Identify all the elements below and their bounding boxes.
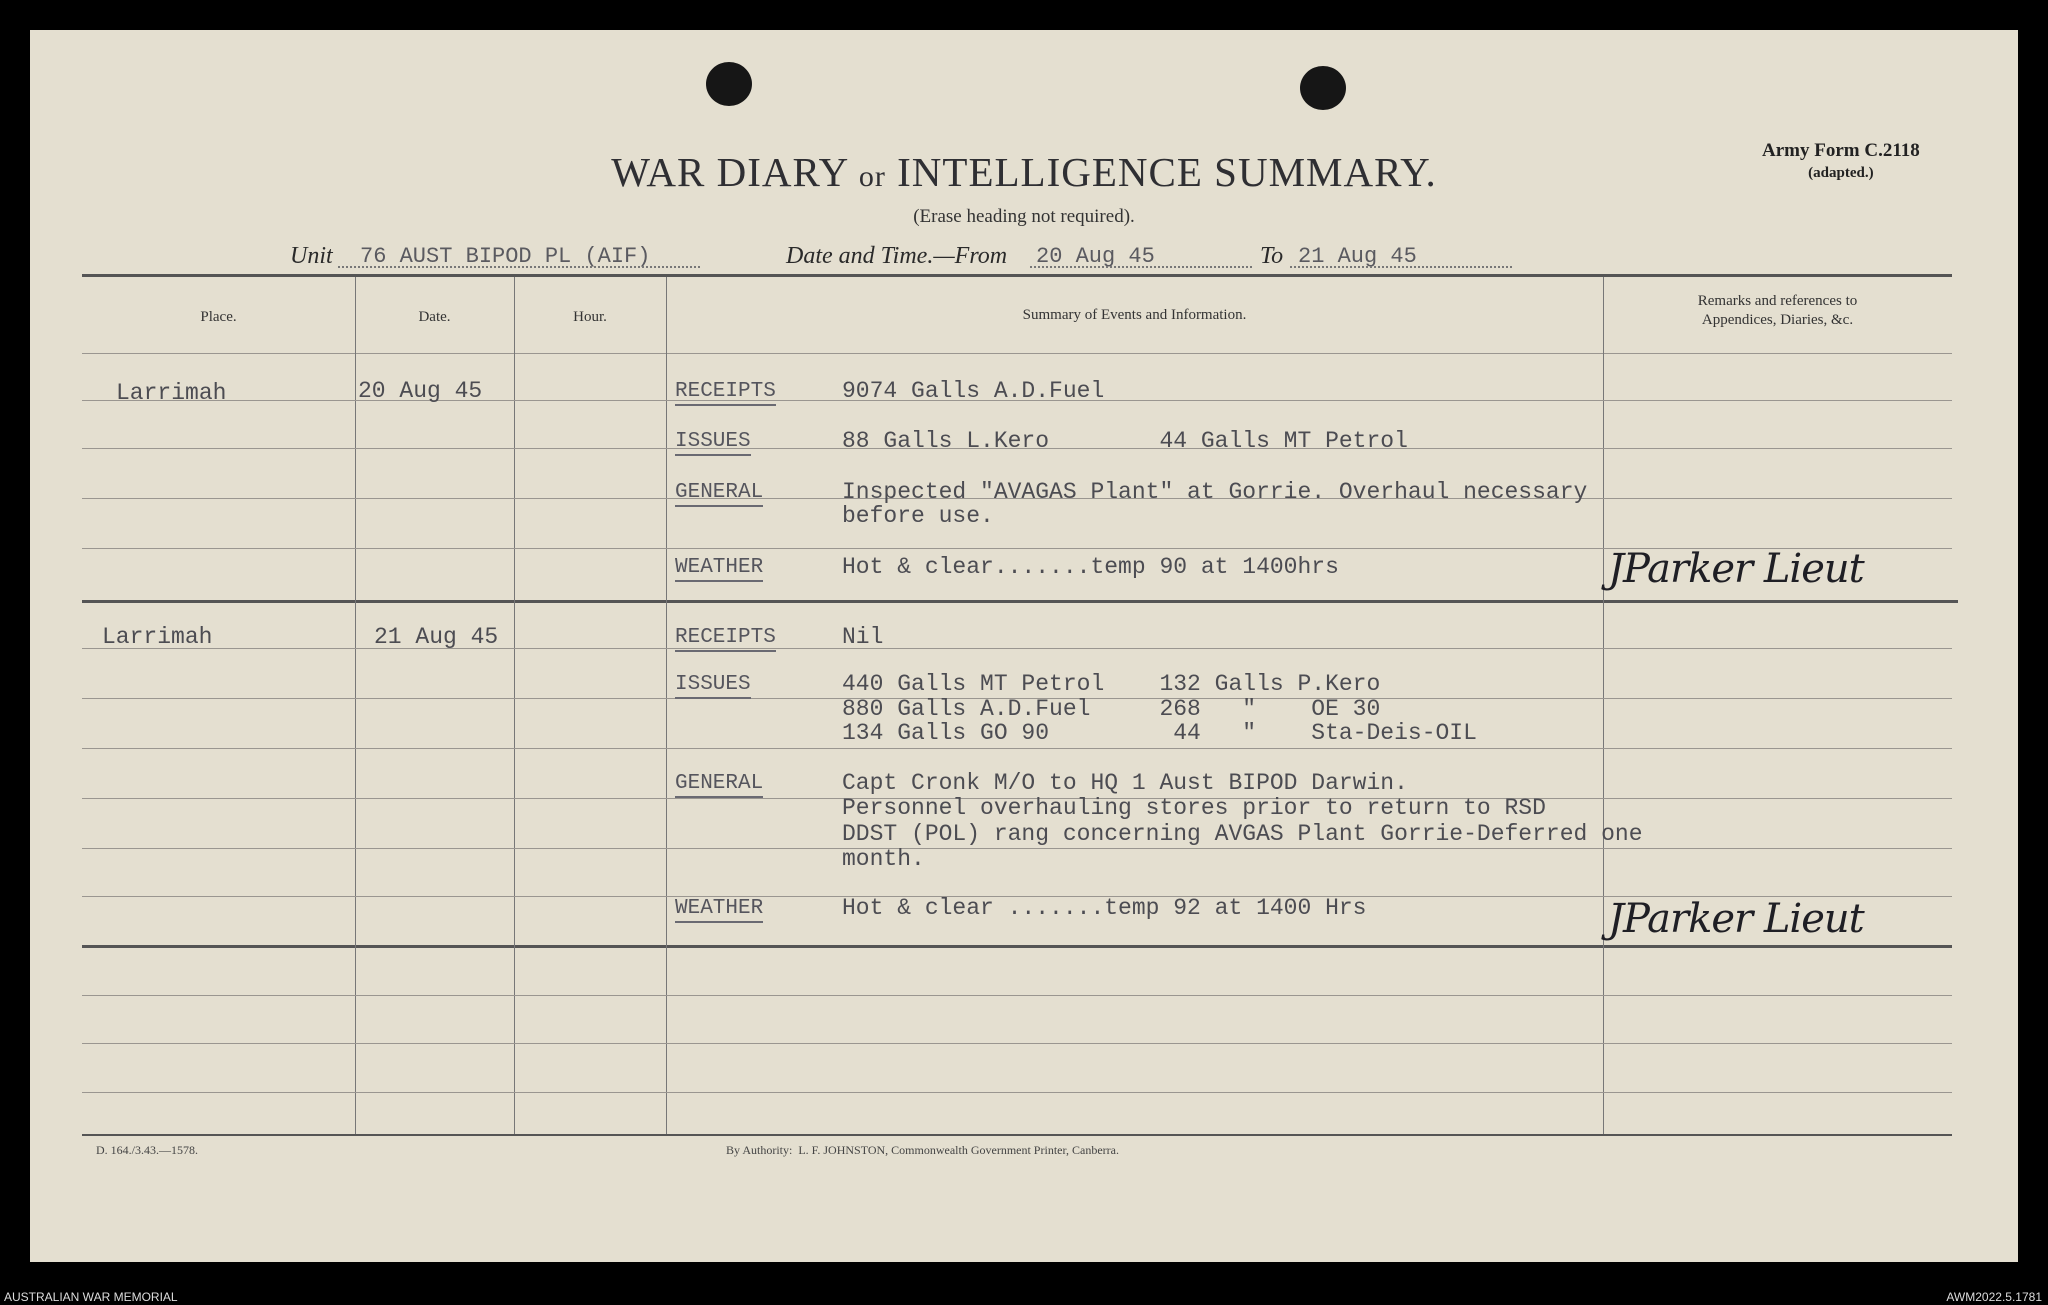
receipts-label: RECEIPTS xyxy=(675,626,776,652)
entry-date: 21 Aug 45 xyxy=(374,624,499,650)
table-bottom-rule xyxy=(82,1134,1952,1136)
col-header-summary: Summary of Events and Information. xyxy=(1022,307,1247,323)
receipts-text: 9074 Galls A.D.Fuel xyxy=(842,378,1105,404)
weather-label: WEATHER xyxy=(675,556,763,582)
archive-reference: AWM2022.5.1781 xyxy=(1946,1290,2042,1304)
title-part-2: INTELLIGENCE SUMMARY. xyxy=(897,149,1437,195)
col-header-remarks xyxy=(1603,292,1952,330)
army-form-number: Army Form C.2118 xyxy=(1762,140,1920,161)
general-line: Personnel overhauling stores prior to return to RSD xyxy=(842,795,1546,821)
unit-label: Unit xyxy=(290,243,333,269)
issues-label: ISSUES xyxy=(675,430,751,456)
ruled-line xyxy=(82,648,1952,649)
remarks-header-line-1: Remarks and references to xyxy=(1697,293,1858,309)
page-title xyxy=(0,148,2048,196)
punch-hole-right xyxy=(1300,66,1346,110)
punch-hole-left xyxy=(706,62,752,106)
general-line: Capt Cronk M/O to HQ 1 Aust BIPOD Darwin. xyxy=(842,770,1408,796)
signature: JParker Lieut xyxy=(1608,896,1864,942)
army-form-sub: (adapted.) xyxy=(1808,165,1874,181)
col-divider-date xyxy=(514,277,515,1134)
issues-line: 88 Galls L.Kero 44 Galls MT Petrol xyxy=(842,428,1408,454)
form-print-code: D. 164./3.43.—1578. xyxy=(96,1143,198,1157)
army-form-label xyxy=(1762,140,1920,184)
from-dotted-line xyxy=(1030,266,1252,268)
issues-line: 880 Galls A.D.Fuel 268 " OE 30 xyxy=(842,696,1381,722)
archive-caption: AUSTRALIAN WAR MEMORIAL xyxy=(4,1290,178,1304)
issues-label: ISSUES xyxy=(675,673,751,699)
ruled-line xyxy=(82,848,1952,849)
remarks-header-line-2: Appendices, Diaries, &c. xyxy=(1701,312,1854,328)
header-bottom-rule xyxy=(82,353,1952,354)
entry-place: Larrimah xyxy=(116,380,227,406)
unit-value: 76 AUST BIPOD PL (AIF) xyxy=(360,244,651,269)
entry-end-rule xyxy=(82,945,1952,948)
general-line: DDST (POL) rang concerning AVGAS Plant Gorrie-Deferred one xyxy=(842,821,1643,847)
weather-text: Hot & clear.......temp 90 at 1400hrs xyxy=(842,554,1339,580)
col-divider-place xyxy=(355,277,356,1134)
title-or: or xyxy=(858,160,886,193)
weather-label: WEATHER xyxy=(675,897,763,923)
title-part-1: WAR DIARY xyxy=(611,149,848,195)
receipts-text: Nil xyxy=(842,624,884,650)
ruled-line xyxy=(82,1092,1952,1093)
to-value: 21 Aug 45 xyxy=(1298,244,1417,269)
ruled-line xyxy=(82,1043,1952,1044)
general-line: month. xyxy=(842,846,925,872)
col-header-place: Place. xyxy=(200,309,237,325)
col-divider-hour xyxy=(666,277,667,1134)
signature: JParker Lieut xyxy=(1608,546,1864,592)
date-time-label: Date and Time.—From xyxy=(786,243,1008,269)
col-header-date: Date. xyxy=(418,309,451,325)
to-dotted-line xyxy=(1290,266,1512,268)
general-label: GENERAL xyxy=(675,772,763,798)
col-divider-summary xyxy=(1603,277,1604,1134)
ruled-line xyxy=(82,995,1952,996)
issues-line: 440 Galls MT Petrol 132 Galls P.Kero xyxy=(842,671,1381,697)
entry-date: 20 Aug 45 xyxy=(358,378,483,404)
general-line: Inspected "AVAGAS Plant" at Gorrie. Overhaul necessary xyxy=(842,479,1588,505)
col-header-hour: Hour. xyxy=(573,309,607,325)
ruled-line xyxy=(82,748,1952,749)
erase-note: (Erase heading not required). xyxy=(913,206,1135,227)
to-label: To xyxy=(1260,243,1284,269)
table-top-rule xyxy=(82,274,1952,277)
from-value: 20 Aug 45 xyxy=(1036,244,1155,269)
receipts-label: RECEIPTS xyxy=(675,380,776,406)
weather-text: Hot & clear .......temp 92 at 1400 Hrs xyxy=(842,895,1367,921)
issues-line: 134 Galls GO 90 44 " Sta-Deis-OIL xyxy=(842,720,1477,746)
entry-place: Larrimah xyxy=(102,624,213,650)
entry-divider-rule xyxy=(82,600,1958,603)
general-line: before use. xyxy=(842,503,994,529)
unit-dotted-line xyxy=(338,266,700,268)
printer-authority: By Authority: L. F. JOHNSTON, Commonwealth Government Printer, Canberra. xyxy=(726,1143,1119,1157)
general-label: GENERAL xyxy=(675,481,763,507)
